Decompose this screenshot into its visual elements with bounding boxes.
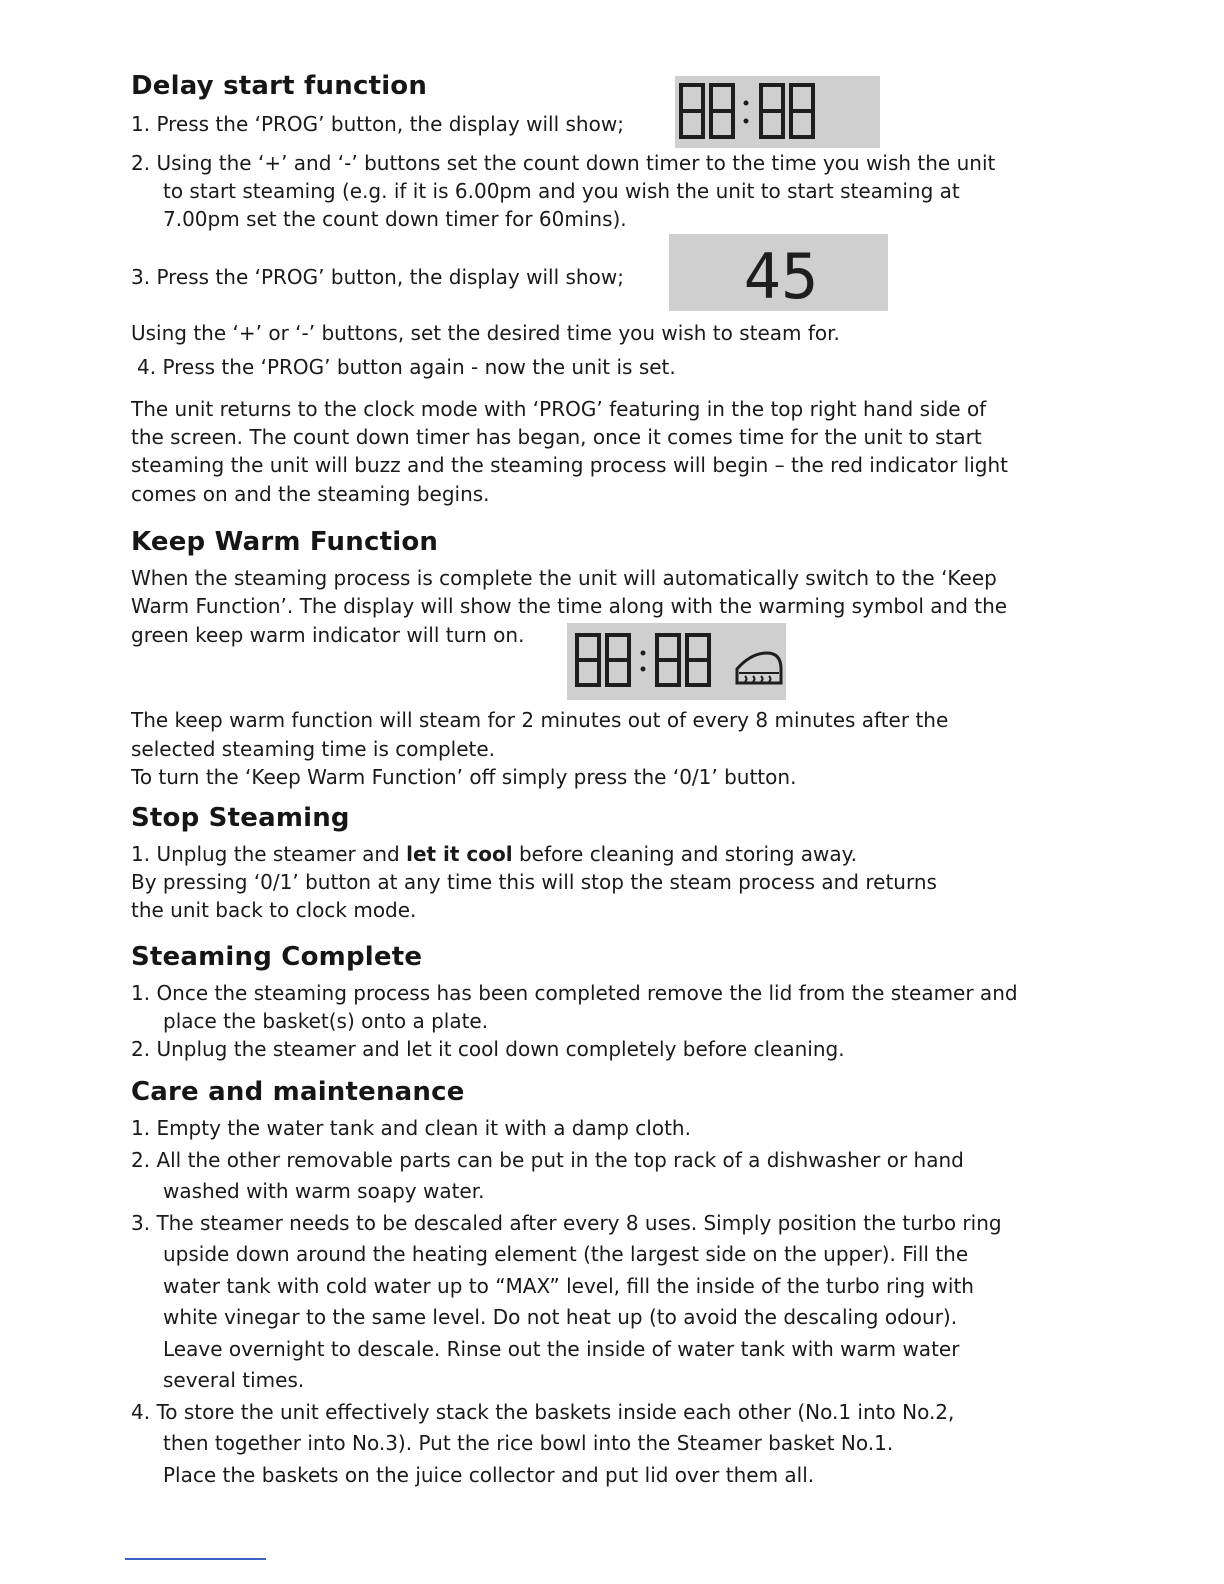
delay-note: Using the ‘+’ or ‘-’ buttons, set the desired time you wish to steam for. (131, 321, 840, 345)
stop-step-1-text-a: 1. Unplug the steamer and (131, 842, 407, 866)
footer-rule (125, 1558, 266, 1560)
care-step-3-line-2: upside down around the heating element (the largest side on the upper). Fill the (163, 1242, 969, 1266)
lcd-digits-graphic (675, 76, 880, 148)
delay-para-line-4: comes on and the steaming begins. (131, 482, 490, 506)
delay-step-2-line-1: 2. Using the ‘+’ and ‘-’ buttons set the count down timer to the time you wish the unit (131, 151, 996, 175)
stop-step-1-emphasis: let it cool (406, 842, 513, 866)
delay-para-line-3: steaming the unit will buzz and the steaming process will begin – the red indicator light (131, 453, 1009, 477)
care-step-1: 1. Empty the water tank and clean it with a damp cloth. (131, 1116, 691, 1140)
stop-step-1-text-b: before cleaning and storing away. (512, 842, 857, 866)
warming-symbol-icon (737, 653, 781, 683)
heading-care-maintenance: Care and maintenance (131, 1077, 465, 1107)
care-step-2-line-1: 2. All the other removable parts can be put in the top rack of a dishwasher or hand (131, 1148, 964, 1172)
delay-step-2-line-2: to start steaming (e.g. if it is 6.00pm and you wish the unit to start steaming at (163, 179, 960, 203)
care-step-3-line-4: white vinegar to the same level. Do not heat up (to avoid the descaling odour). (163, 1305, 958, 1329)
heading-delay-start: Delay start function (131, 71, 428, 101)
keep-warm-para-line-3: To turn the ‘Keep Warm Function’ off simply press the ‘0/1’ button. (131, 765, 797, 789)
keep-warm-para-line-1: The keep warm function will steam for 2 minutes out of every 8 minutes after the (131, 708, 949, 732)
lcd-45-graphic (669, 234, 888, 311)
complete-step-1-line-1: 1. Once the steaming process has been completed remove the lid from the steamer and (131, 981, 1018, 1005)
keep-warm-line-1: When the steaming process is complete the unit will automatically switch to the ‘Keep (131, 566, 997, 590)
keep-warm-line-2: Warm Function’. The display will show the time along with the warming symbol and the (131, 594, 1008, 618)
care-step-3-line-3: water tank with cold water up to “MAX” level, fill the inside of the turbo ring with (163, 1274, 974, 1298)
lcd-8888-display (675, 76, 880, 148)
delay-step-4: 4. Press the ‘PROG’ button again - now the unit is set. (137, 355, 676, 379)
care-step-3-line-5: Leave overnight to descale. Rinse out the inside of water tank with warm water (163, 1337, 960, 1361)
delay-step-2-line-3: 7.00pm set the count down timer for 60mins). (163, 207, 627, 231)
care-step-2-line-2: washed with warm soapy water. (163, 1179, 485, 1203)
care-step-3-line-1: 3. The steamer needs to be descaled after every 8 uses. Simply position the turbo ring (131, 1211, 1002, 1235)
care-step-3-line-6: several times. (163, 1368, 305, 1392)
heading-steaming-complete: Steaming Complete (131, 942, 423, 972)
keep-warm-para-line-2: selected steaming time is complete. (131, 737, 496, 761)
stop-para-line-1: By pressing ‘0/1’ button at any time this will stop the steam process and returns (131, 870, 937, 894)
stop-para-line-2: the unit back to clock mode. (131, 898, 417, 922)
lcd-45-display (669, 234, 888, 311)
complete-step-1-line-2: place the basket(s) onto a plate. (163, 1009, 489, 1033)
complete-step-2: 2. Unplug the steamer and let it cool down completely before cleaning. (131, 1037, 845, 1061)
stop-step-1 (131, 840, 857, 869)
heading-keep-warm: Keep Warm Function (131, 527, 439, 557)
delay-para-line-1: The unit returns to the clock mode with ‘PROG’ featuring in the top right hand side of (131, 397, 987, 421)
care-step-4-line-2: then together into No.3). Put the rice bowl into the Steamer basket No.1. (163, 1431, 894, 1455)
delay-step-1: 1. Press the ‘PROG’ button, the display will show; (131, 112, 624, 136)
delay-para-line-2: the screen. The count down timer has began, once it comes time for the unit to start (131, 425, 982, 449)
lcd-warm-graphic (567, 623, 786, 700)
keep-warm-line-3: green keep warm indicator will turn on. (131, 623, 525, 647)
heading-stop-steaming: Stop Steaming (131, 803, 350, 833)
lcd-45-value: 45 (743, 240, 819, 311)
care-step-4-line-1: 4. To store the unit effectively stack the baskets inside each other (No.1 into No.2, (131, 1400, 955, 1424)
lcd-8888-warm-display (567, 623, 786, 700)
delay-step-3: 3. Press the ‘PROG’ button, the display will show; (131, 265, 624, 289)
care-step-4-line-3: Place the baskets on the juice collector and put lid over them all. (163, 1463, 815, 1487)
